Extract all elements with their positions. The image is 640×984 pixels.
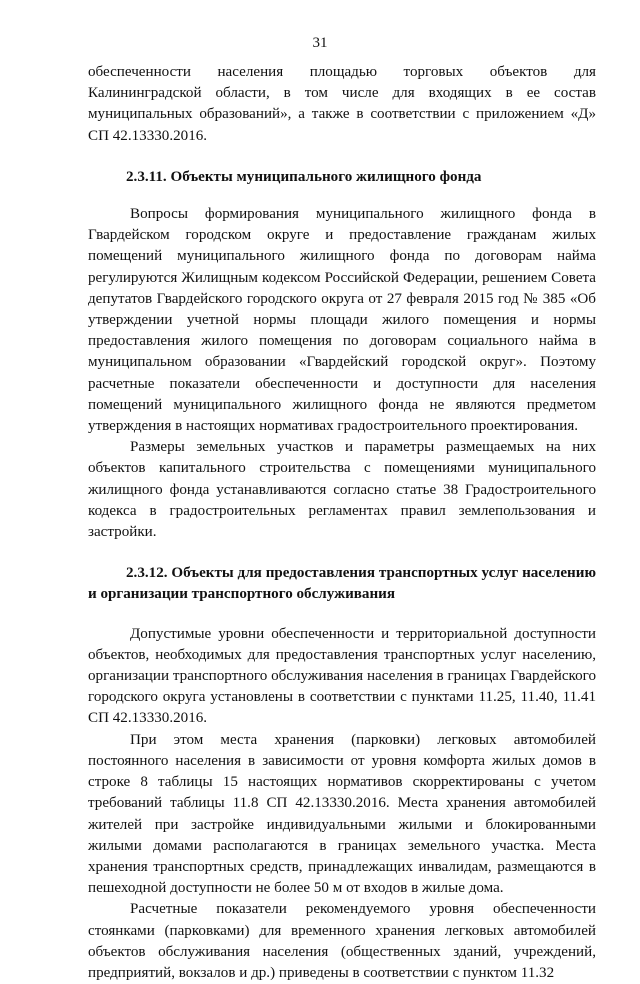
document-body: [88, 62, 596, 984]
page-number: 31: [312, 35, 328, 51]
section-2-3-11-paragraph-2: Размеры земельных участков и параметры размещаемых на них объектов капитального строительства с помещениями муниципального жилищного фонда устанавливаются согласно статье 38 Градостроительного кодекса в градостроительных регламентах правил землепользования и застройки.: [88, 439, 596, 541]
section-heading-2-3-11: 2.3.11. Объекты муниципального жилищного фонда: [126, 168, 482, 185]
section-2-3-11-paragraph-1: Вопросы формирования муниципального жилищного фонда в Гвардейском городском округе и предоставление гражданам жилых помещений муниципального жилищного фонда по договорам найма регулируются Жилищным кодексом Российской Федерации, решением Совета депутатов Гвардейского городского округа от 27 февраля 2015 год № 385 «Об утверждении учетной нормы площади жилого помещения и нормы предоставления жилого помещения по договорам социального найма в муниципальном образовании «Гвардейский городской округ». Поэтому расчетные показатели обеспеченности и доступности для населения помещений муниципального жилищного фонда не являются предметом утверждения в настоящих нормативах градостроительного проектирования.: [88, 206, 596, 435]
section-heading-2-3-12: 2.3.12. Объекты для предоставления транспортных услуг населению и организации транспортного обслуживания: [88, 565, 596, 603]
section-2-3-12-paragraph-1: Допустимые уровни обеспеченности и территориальной доступности объектов, необходимых для предоставления транспортных услуг населению, организации транспортного обслуживания населения в границах Гвардейского городского округа установлены в соответствии с пунктами 11.25, 11.40, 11.41 СП 42.13330.2016.: [88, 625, 596, 727]
section-2-3-12-paragraph-2: При этом места хранения (парковки) легковых автомобилей постоянного населения в зависимости от уровня комфорта жилых домов в строке 8 таблицы 15 настоящих нормативов скорректированы с учетом требований таблицы 11.8 СП 42.13330.2016. Места хранения автомобилей жителей при застройке индивидуальными жилыми и блокированными жилыми домами располагаются в границах земельного участка. Места хранения транспортных средств, принадлежащих инвалидам, размещаются в пешеходной доступности не более 50 м от входов в жилые дома.: [88, 731, 596, 897]
section-2-3-12-paragraph-3: Расчетные показатели рекомендуемого уровня обеспеченности стоянками (парковками) для временного хранения легковых автомобилей объектов обслуживания населения (общественных зданий, учреждений, предприятий, вокзалов и др.) приведены в соответствии с пунктом 11.32: [88, 901, 596, 981]
intro-paragraph: обеспеченности населения площадью торговых объектов для Калининградской области, в том числе для входящих в ее состав муниципальных образований», а также в соответствии с приложением «Д» СП 42.13330.2016.: [88, 64, 596, 144]
